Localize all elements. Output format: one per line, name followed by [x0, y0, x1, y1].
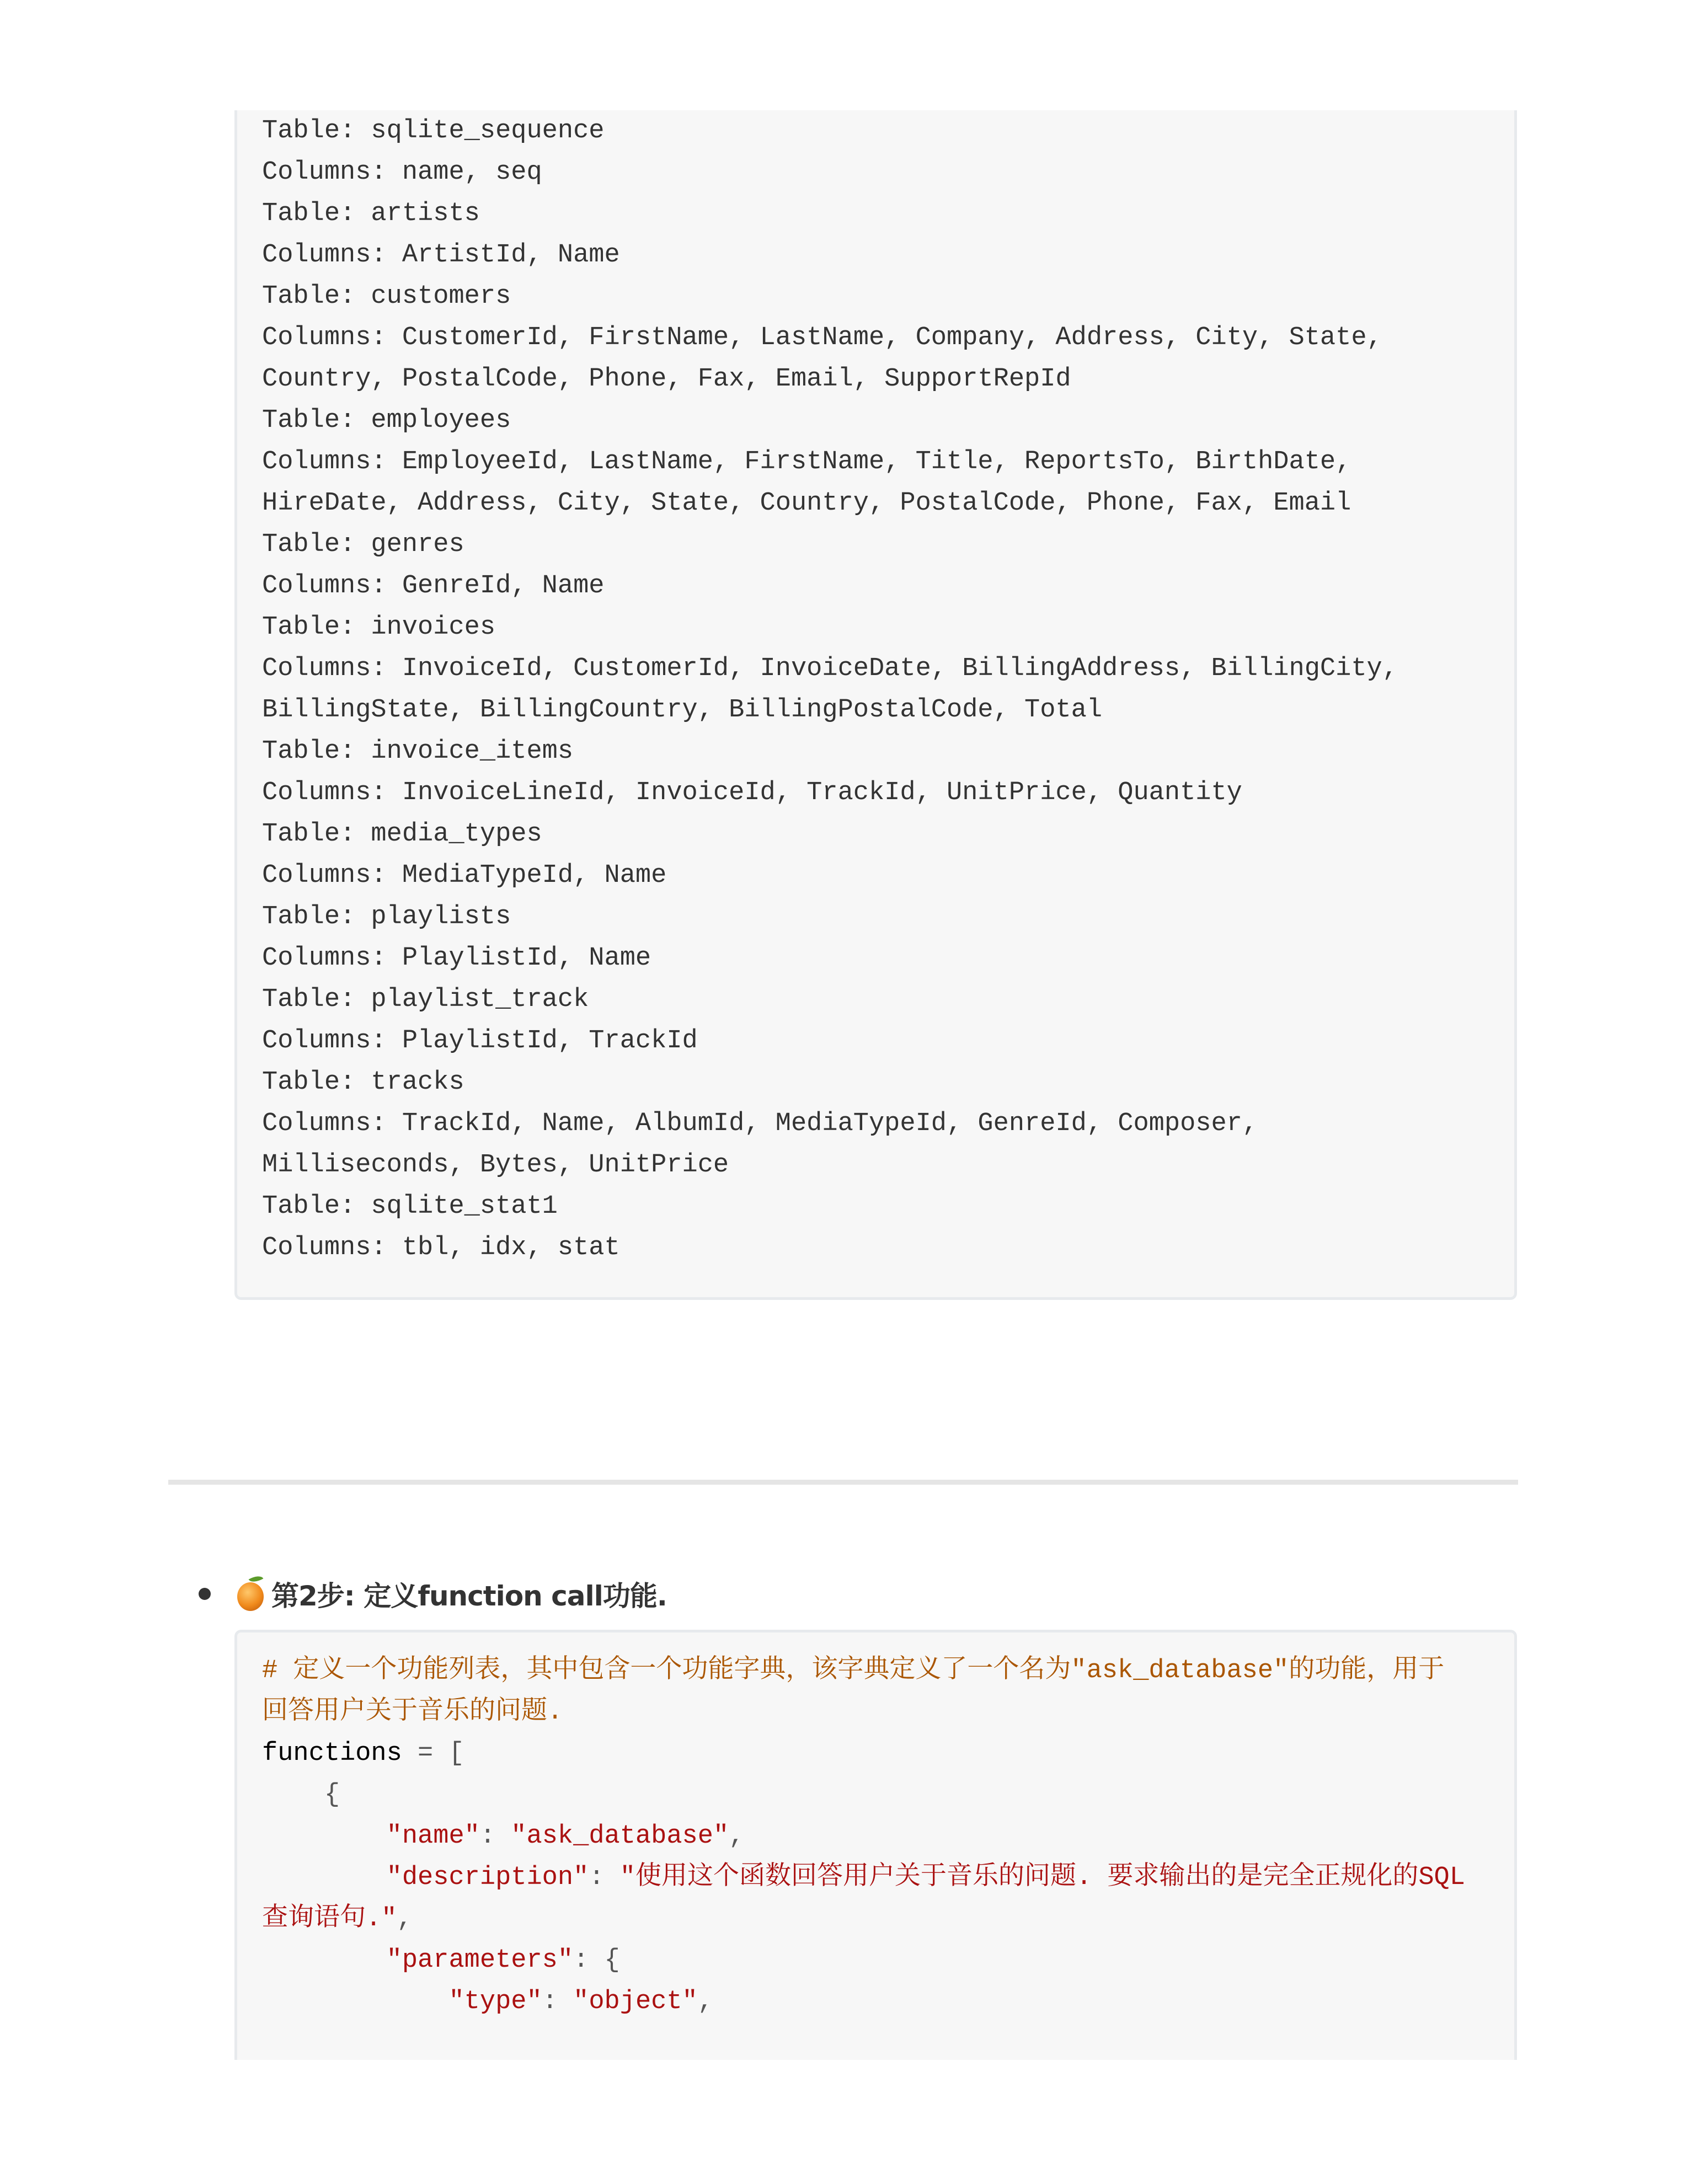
comment-line: # 定义一个功能列表，其中包含一个功能字典，该字典定义了一个名为"ask_database"的功能，用于	[262, 1656, 1445, 1685]
comment-line: 回答用户关于音乐的问题.	[262, 1698, 563, 1727]
code-line: BillingState, BillingCountry, BillingPostalCode, Total	[262, 695, 1103, 725]
code-line: Table: sqlite_sequence	[262, 116, 605, 146]
string-key: "parameters"	[386, 1946, 574, 1975]
code-line: HireDate, Address, City, State, Country, PostalCode, Phone, Fax, Email	[262, 489, 1352, 518]
brace: {	[604, 1946, 620, 1975]
code-line: Columns: GenreId, Name	[262, 571, 605, 601]
bullet-icon	[199, 1588, 211, 1600]
string-value: "使用这个函数回答用户关于音乐的问题. 要求输出的是完全正规化的SQL	[619, 1863, 1465, 1892]
step-2-title: 第2步: 定义function call功能.	[271, 1580, 667, 1612]
string-value: "ask_database"	[511, 1822, 729, 1851]
colon: :	[573, 1946, 605, 1975]
code-line: Columns: PlaylistId, TrackId	[262, 1026, 698, 1056]
code-line: Table: playlist_track	[262, 985, 589, 1014]
code-line: Table: sqlite_stat1	[262, 1192, 558, 1221]
orange-icon	[237, 1578, 264, 1610]
code-line	[262, 1816, 1492, 1857]
code-line: Columns: InvoiceLineId, InvoiceId, TrackId, UnitPrice, Quantity	[262, 778, 1242, 807]
code-line: Columns: TrackId, Name, AlbumId, MediaTypeId, GenreId, Composer,	[262, 1109, 1258, 1138]
string-value: 查询语句."	[262, 1904, 397, 1934]
code-line: Table: employees	[262, 406, 511, 435]
code-line	[262, 1981, 1492, 2022]
code-line	[262, 1857, 1492, 1898]
code-line: Table: genres	[262, 530, 464, 559]
colon: :	[589, 1863, 620, 1892]
code-line: Columns: InvoiceId, CustomerId, InvoiceDate, BillingAddress, BillingCity,	[262, 654, 1398, 683]
function-code-lines	[262, 1650, 1492, 2022]
colon: :	[479, 1822, 511, 1851]
code-line: Columns: PlaylistId, Name	[262, 944, 651, 973]
code-line	[262, 1898, 1492, 1940]
step-2-list-item	[193, 1572, 667, 1616]
function-definition-code-block	[234, 1630, 1517, 2060]
comma: ,	[697, 1987, 713, 2016]
code-line: Columns: name, seq	[262, 158, 542, 187]
code-line: Country, PostalCode, Phone, Fax, Email, SupportRepId	[262, 365, 1071, 394]
code-line: Table: artists	[262, 199, 480, 228]
code-line: Columns: EmployeeId, LastName, FirstName, Title, ReportsTo, BirthDate,	[262, 447, 1352, 477]
code-line: Table: invoice_items	[262, 737, 574, 766]
code-line: Columns: MediaTypeId, Name	[262, 861, 667, 890]
code-line	[262, 1733, 1492, 1774]
comma: ,	[397, 1904, 413, 1934]
code-line	[262, 1940, 1492, 1981]
operator: =	[402, 1739, 449, 1768]
code-line: Columns: tbl, idx, stat	[262, 1233, 620, 1262]
code-line: Table: tracks	[262, 1068, 464, 1097]
code-line: Table: customers	[262, 282, 511, 311]
schema-code-lines	[262, 110, 1492, 1268]
brace: {	[324, 1780, 340, 1810]
comma: ,	[729, 1822, 745, 1851]
code-line: Table: playlists	[262, 902, 511, 932]
string-key: "type"	[448, 1987, 542, 2016]
variable-name: functions	[262, 1739, 402, 1768]
code-line: Columns: ArtistId, Name	[262, 240, 620, 270]
code-line: Columns: CustomerId, FirstName, LastName, Company, Address, City, State,	[262, 323, 1382, 352]
code-line	[262, 1774, 1492, 1816]
string-value: "object"	[573, 1987, 698, 2016]
horizontal-divider	[168, 1480, 1518, 1485]
code-line: Table: media_types	[262, 820, 542, 849]
schema-code-block	[234, 110, 1517, 1300]
string-key: "description"	[386, 1863, 589, 1892]
colon: :	[542, 1987, 574, 2016]
code-line: Table: invoices	[262, 613, 496, 642]
string-key: "name"	[386, 1822, 480, 1851]
code-line: Milliseconds, Bytes, UnitPrice	[262, 1150, 729, 1180]
bracket: [	[448, 1739, 464, 1768]
